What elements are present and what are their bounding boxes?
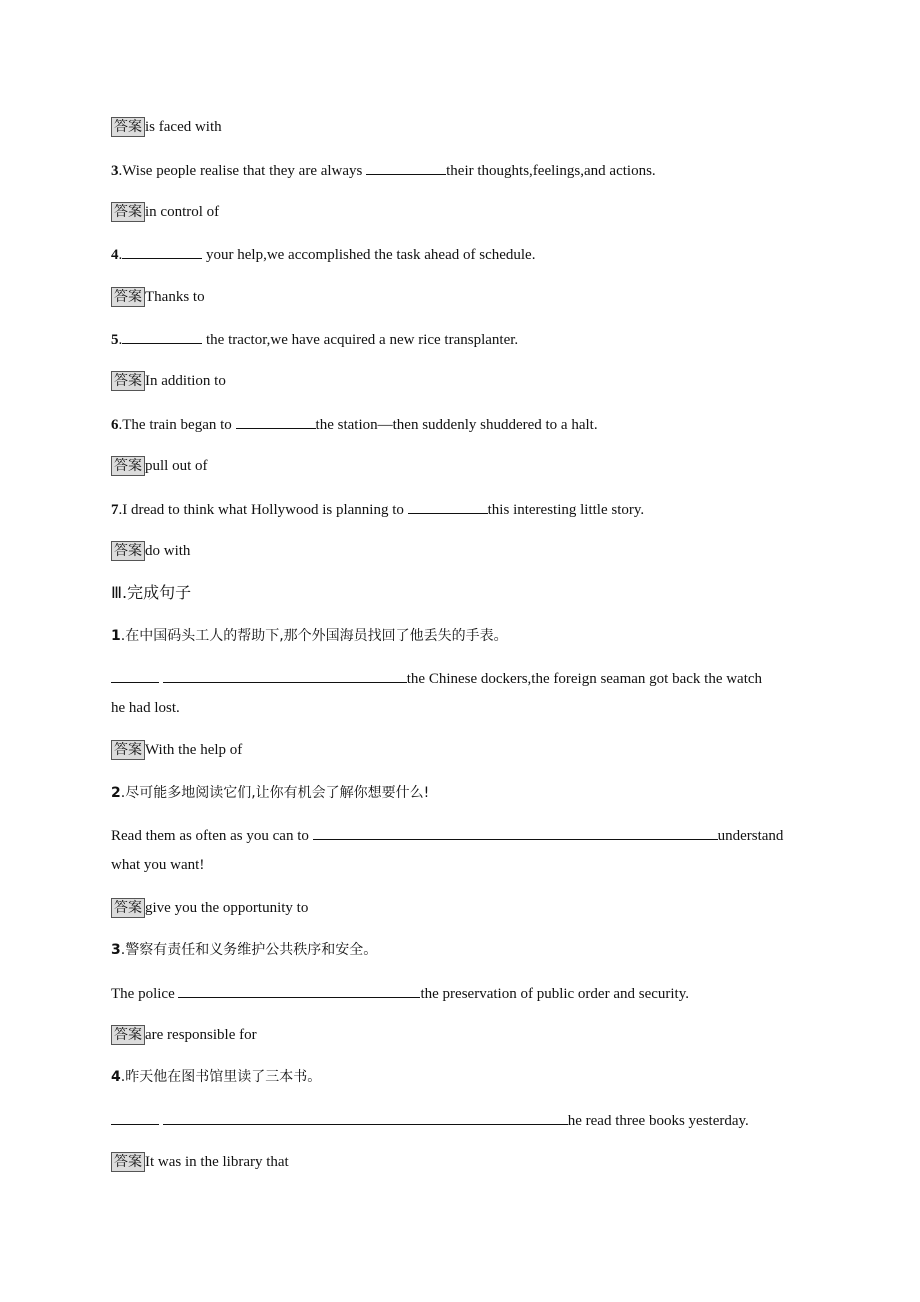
question-4 [111,244,535,265]
sentence-2-english [111,825,783,846]
question-number: 6 [111,417,119,433]
question-number: 4 [111,1069,121,1085]
question-text: .Wise people realise that they are always [118,163,367,179]
answer-line [111,1025,257,1045]
sentence-2-continuation: what you want! [111,857,205,873]
question-text: the tractor,we have acquired a new rice transplanter. [202,332,519,348]
answer-badge: 答案 [111,287,145,307]
answer-text: do with [145,543,191,559]
question-text: the station—then suddenly shuddered to a halt. [315,417,598,433]
answer-badge: 答案 [111,898,145,918]
answer-line [111,371,226,391]
fill-blank[interactable] [236,414,316,429]
fill-blank[interactable] [122,329,202,344]
question-number: 5 [111,332,119,348]
answer-text: Thanks to [145,289,205,305]
question-5 [111,329,518,350]
question-6 [111,414,598,435]
section-heading: Ⅲ.完成句子 [111,583,192,602]
answer-text: is faced with [145,119,222,135]
sentence-4-chinese [111,1067,321,1087]
fill-blank[interactable] [313,825,718,840]
question-text: . [118,247,123,263]
answer-line [111,202,219,222]
answer-text: It was in the library that [145,1154,289,1170]
chinese-prompt: .警察有责任和义务维护公共秩序和安全。 [120,942,378,958]
fill-blank[interactable] [122,244,202,259]
answer-line [111,898,308,918]
chinese-prompt: .在中国码头工人的帮助下,那个外国海员找回了他丢失的手表。 [120,628,508,644]
question-text: . [118,332,123,348]
question-text: this interesting little story. [487,502,645,518]
answer-badge: 答案 [111,1152,145,1172]
sentence-text: the preservation of public order and security. [420,986,689,1002]
question-number: 3 [111,163,119,179]
question-text: .The train began to [118,417,236,433]
answer-badge: 答案 [111,371,145,391]
answer-text: are responsible for [145,1027,257,1043]
question-number: 4 [111,247,119,263]
answer-text: With the help of [145,742,243,758]
answer-badge: 答案 [111,117,145,137]
sentence-3-english [111,983,689,1004]
fill-blank[interactable] [178,983,420,998]
answer-line [111,456,208,476]
sentence-text: The police [111,986,179,1002]
answer-line [111,117,222,137]
answer-text: In addition to [145,373,226,389]
question-number: 1 [111,628,121,644]
answer-line [111,287,205,307]
sentence-text: understand [717,828,784,844]
answer-badge: 答案 [111,456,145,476]
answer-badge: 答案 [111,740,145,760]
chinese-prompt: .昨天他在图书馆里读了三本书。 [120,1069,322,1085]
fill-blank[interactable] [111,668,159,683]
question-number: 3 [111,942,121,958]
answer-text: pull out of [145,458,208,474]
sentence-1-english [111,668,762,689]
fill-blank[interactable] [163,668,407,683]
fill-blank[interactable] [366,160,446,175]
question-number: 7 [111,502,119,518]
sentence-2-chinese [111,783,429,803]
answer-text: give you the opportunity to [145,900,309,916]
sentence-text: the Chinese dockers,the foreign seaman got back the watch [406,671,763,687]
question-7 [111,499,644,520]
answer-badge: 答案 [111,202,145,222]
sentence-text: he read three books yesterday. [567,1113,749,1129]
sentence-text: Read them as often as you can to [111,828,313,844]
fill-blank[interactable] [408,499,488,514]
answer-line [111,541,190,561]
question-number: 2 [111,785,121,801]
sentence-1-chinese [111,626,508,646]
answer-badge: 答案 [111,1025,145,1045]
answer-text: in control of [145,204,220,220]
chinese-prompt: .尽可能多地阅读它们,让你有机会了解你想要什么! [120,785,430,801]
fill-blank[interactable] [163,1110,568,1125]
question-text: their thoughts,feelings,and actions. [446,163,656,179]
fill-blank[interactable] [111,1110,159,1125]
answer-line [111,1152,289,1172]
answer-badge: 答案 [111,541,145,561]
answer-line [111,740,242,760]
question-text: your help,we accomplished the task ahead of schedule. [202,247,536,263]
question-3 [111,160,656,181]
sentence-1-continuation: he had lost. [111,700,180,716]
sentence-3-chinese [111,940,377,960]
sentence-4-english [111,1110,749,1131]
question-text: .I dread to think what Hollywood is planning to [118,502,408,518]
